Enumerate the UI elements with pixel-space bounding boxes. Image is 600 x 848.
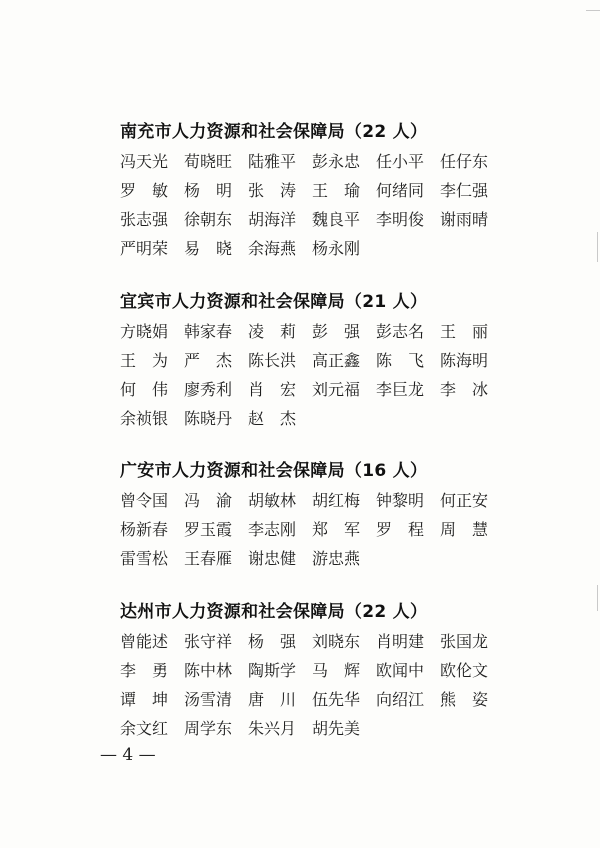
- person-name: 王 为: [120, 351, 169, 370]
- person-name: 陈海明: [440, 351, 489, 370]
- name-row: [120, 655, 500, 684]
- person-name: 张国龙: [440, 632, 489, 651]
- person-name: 刘元福: [312, 380, 361, 399]
- scan-edge-mark: [586, 10, 600, 11]
- name-row: [120, 316, 500, 345]
- person-name: 王 瑜: [312, 181, 361, 200]
- person-name: 李 冰: [440, 380, 489, 399]
- name-row: [120, 626, 500, 655]
- person-name: 陈中林: [184, 661, 233, 680]
- person-name: 胡敏林: [248, 491, 297, 510]
- person-name: 胡先美: [312, 719, 361, 738]
- name-row: [120, 345, 500, 374]
- scan-edge-mark: [597, 585, 598, 611]
- person-name: 张 涛: [248, 181, 297, 200]
- person-name: 曾令国: [120, 491, 169, 510]
- person-name: 徐朝东: [184, 210, 233, 229]
- section-heading: 广安市人力资源和社会保障局（16 人）: [120, 461, 428, 481]
- person-name: 伍先华: [312, 690, 361, 709]
- person-name: 肖 宏: [248, 380, 297, 399]
- person-name: 胡海洋: [248, 210, 297, 229]
- person-name: 荀晓旺: [184, 152, 233, 171]
- person-name: 向绍江: [376, 690, 425, 709]
- person-name: 王 丽: [440, 322, 489, 341]
- person-name: 魏良平: [312, 210, 361, 229]
- name-list-section: [120, 118, 500, 262]
- person-name: 谢雨晴: [440, 210, 489, 229]
- name-row: [120, 485, 500, 514]
- person-name: 何正安: [440, 491, 489, 510]
- name-row: [120, 543, 500, 572]
- name-row: [120, 146, 500, 175]
- person-name: 陈 飞: [376, 351, 425, 370]
- section-heading: 南充市人力资源和社会保障局（22 人）: [120, 122, 428, 142]
- person-name: 杨 明: [184, 181, 233, 200]
- person-name: 任小平: [376, 152, 425, 171]
- person-name: 胡红梅: [312, 491, 361, 510]
- person-name: 赵 杰: [248, 409, 297, 428]
- name-row: [120, 403, 500, 432]
- person-name: 冯天光: [120, 152, 169, 171]
- person-name: 李明俊: [376, 210, 425, 229]
- person-name: 肖明建: [376, 632, 425, 651]
- person-name: 严 杰: [184, 351, 233, 370]
- person-name: 陆雅平: [248, 152, 297, 171]
- person-name: 周学东: [184, 719, 233, 738]
- person-name: 余文红: [120, 719, 169, 738]
- name-row: [120, 514, 500, 543]
- name-row: [120, 204, 500, 233]
- person-name: 凌 莉: [248, 322, 297, 341]
- person-name: 高正鑫: [312, 351, 361, 370]
- name-row: [120, 374, 500, 403]
- person-name: 杨永刚: [312, 239, 361, 258]
- person-name: 欧闻中: [376, 661, 425, 680]
- name-row: [120, 233, 500, 262]
- person-name: 易 晓: [184, 239, 233, 258]
- person-name: 唐 川: [248, 690, 297, 709]
- person-name: 何 伟: [120, 380, 169, 399]
- person-name: 周 慧: [440, 520, 489, 539]
- person-name: 罗玉霞: [184, 520, 233, 539]
- name-row: [120, 684, 500, 713]
- person-name: 严明荣: [120, 239, 169, 258]
- person-name: 杨新春: [120, 520, 169, 539]
- person-name: 陈晓丹: [184, 409, 233, 428]
- person-name: 雷雪松: [120, 549, 169, 568]
- person-name: 李 勇: [120, 661, 169, 680]
- person-name: 张守祥: [184, 632, 233, 651]
- person-name: 王春雁: [184, 549, 233, 568]
- person-name: 刘晓东: [312, 632, 361, 651]
- person-name: 熊 姿: [440, 690, 489, 709]
- name-row: [120, 175, 500, 204]
- person-name: 任仔东: [440, 152, 489, 171]
- name-list-section: [120, 288, 500, 432]
- person-name: 彭志名: [376, 322, 425, 341]
- person-name: 张志强: [120, 210, 169, 229]
- person-name: 朱兴月: [248, 719, 297, 738]
- person-name: 彭 强: [312, 322, 361, 341]
- person-name: 罗 敏: [120, 181, 169, 200]
- scan-edge-mark: [597, 232, 598, 262]
- person-name: 陈长洪: [248, 351, 297, 370]
- person-name: 李仁强: [440, 181, 489, 200]
- person-name: 余祯银: [120, 409, 169, 428]
- person-name: 何绪同: [376, 181, 425, 200]
- person-name: 方晓娟: [120, 322, 169, 341]
- person-name: 汤雪清: [184, 690, 233, 709]
- section-heading: 达州市人力资源和社会保障局（22 人）: [120, 602, 428, 622]
- person-name: 李巨龙: [376, 380, 425, 399]
- person-name: 罗 程: [376, 520, 425, 539]
- person-name: 冯 渝: [184, 491, 233, 510]
- name-row: [120, 713, 500, 742]
- person-name: 李志刚: [248, 520, 297, 539]
- person-name: 陶斯学: [248, 661, 297, 680]
- person-name: 杨 强: [248, 632, 297, 651]
- person-name: 彭永忠: [312, 152, 361, 171]
- person-name: 钟黎明: [376, 491, 425, 510]
- person-name: 欧伦文: [440, 661, 489, 680]
- person-name: 马 辉: [312, 661, 361, 680]
- name-list-section: [120, 598, 500, 742]
- person-name: 曾能述: [120, 632, 169, 651]
- person-name: 谢忠健: [248, 549, 297, 568]
- person-name: 游忠燕: [312, 549, 361, 568]
- person-name: 廖秀利: [184, 380, 233, 399]
- section-heading: 宜宾市人力资源和社会保障局（21 人）: [120, 292, 428, 312]
- name-list-section: [120, 457, 500, 572]
- page-number: — 4 —: [100, 745, 156, 765]
- person-name: 谭 坤: [120, 690, 169, 709]
- person-name: 郑 军: [312, 520, 361, 539]
- person-name: 余海燕: [248, 239, 297, 258]
- person-name: 韩家春: [184, 322, 233, 341]
